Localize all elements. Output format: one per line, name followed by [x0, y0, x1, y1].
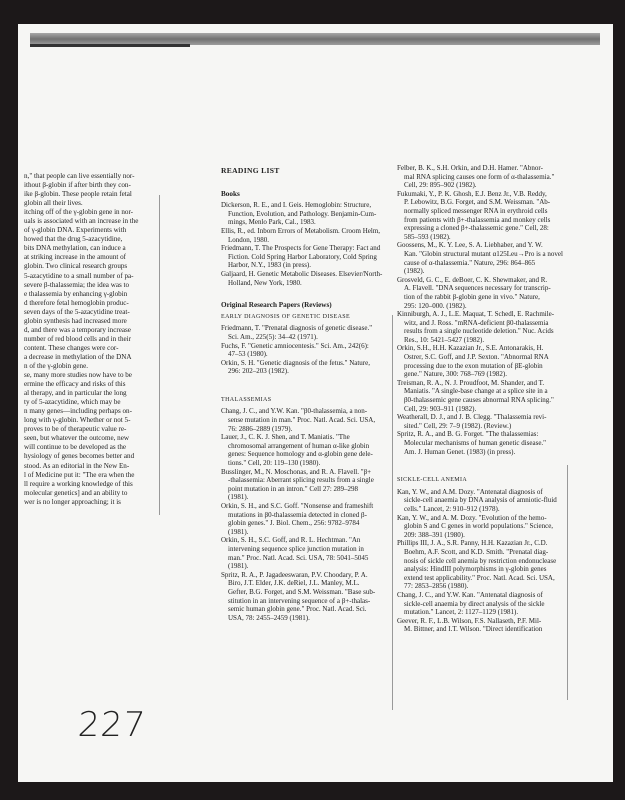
text-line: Treisman, R. A., N. J. Proudfoot, M. Shander, and T.: [397, 378, 545, 387]
text-line: genes: Sequence homology and α-globin gene dele-: [228, 450, 373, 459]
text-line: globin genes." J. Biol. Chem., 256: 9782–9784: [228, 519, 360, 528]
text-line: (1981).: [228, 493, 249, 502]
text-line: 76: 2886–2889 (1979).: [228, 424, 293, 433]
text-line: number of red blood cells and in their: [24, 334, 131, 343]
text-line: Weatherall, D. J., and J. B. Clegg. "Thalassemia revi-: [397, 413, 547, 422]
text-line: Sci. Am., 225(5): 34–42 (1971).: [228, 332, 318, 341]
text-line: globin S and C genes in world populations." Science,: [404, 522, 554, 531]
reference-entry: [397, 241, 565, 275]
thalassemias-heading: THALASSEMIAS: [221, 396, 272, 403]
text-line: wer is no longer approaching; it is: [24, 497, 121, 506]
reference-entry: [397, 488, 565, 514]
reference-entry: [221, 433, 389, 467]
text-line: Function, Evolution, and Pathology. Benjamin-Cum-: [228, 209, 377, 218]
text-line: Spritz, R. A., P. Jagadeeswaran, P.V. Choodary, P. A.: [221, 570, 368, 579]
text-line: at striking increase in the amount of: [24, 253, 127, 262]
text-line: ike β-globin. These people retain fetal: [24, 190, 132, 199]
scan-background: [0, 0, 18, 800]
text-line: Am. J. Human Genet. (1983) (in press).: [404, 447, 516, 456]
reference-entry: [397, 379, 565, 413]
reading-list-column-1: [221, 167, 389, 622]
text-line: Orkin, S.H., H.H. Kazazian Jr., S.E. Antonarakis, H.: [397, 344, 544, 353]
text-line: ty of 5-azacytidine, which may be: [24, 398, 121, 407]
text-line: -thalassemia: Aberrant splicing results from a single: [228, 476, 374, 485]
reference-entry: [221, 468, 389, 502]
reference-entry: [221, 359, 389, 376]
text-line: Kan, Y. W., and A.M. Dozy. "Antenatal diagnosis of: [397, 487, 543, 496]
reference-entry: [397, 539, 565, 591]
text-line: Kan, Y. W., and A. M. Dozy. "Evolution of the hemo-: [397, 513, 547, 522]
body-text-column: [24, 172, 156, 507]
text-line: tion of the rabbit β-globin gene in vivo." Nature,: [404, 292, 540, 301]
text-line: seen, but whatever the outcome, new: [24, 434, 129, 443]
text-line: stood. As an editorial in the New En-: [24, 461, 130, 470]
reading-list-column-2: [397, 164, 565, 634]
text-line: (1982).: [404, 267, 425, 276]
text-line: extend test applicability." Proc. Natl. Acad. Sci. USA,: [404, 573, 555, 582]
text-line: Geever, R. F., L.B. Wilson, F.S. Nallaseth, P.F. Mil-: [397, 616, 542, 625]
reference-entry: [397, 591, 565, 617]
text-line: bits DNA methylation, can induce a: [24, 244, 126, 253]
reading-list-title: READING LIST: [221, 166, 280, 175]
text-line: M. Bittner, and I.T. Wilson. "Direct identification: [404, 625, 543, 634]
text-line: ll require a working knowledge of this: [24, 479, 133, 488]
text-line: e thalassemia by enhancing γ-globin: [24, 289, 128, 298]
text-line: l of Medicine put it: "The era when the: [24, 470, 135, 479]
reference-entry: [397, 617, 565, 634]
text-line: Boehm, A.F. Scott, and K.D. Smith. "Prenatal diag-: [404, 547, 549, 556]
text-line: globin. Two clinical research groups: [24, 262, 128, 271]
text-line: Grosveld, G. C., E. deBoer, C. K. Shewmaker, and R.: [397, 275, 548, 284]
text-line: 77: 2853–2856 (1980).: [404, 582, 469, 591]
text-line: Spritz, R. A., and B. G. Forget. "The thalassemias:: [397, 430, 539, 439]
text-line: USA, 78: 2455–2459 (1981).: [228, 613, 310, 622]
handwritten-page-number: 227: [76, 705, 148, 745]
text-line: Friedmann, T. "Prenatal diagnosis of genetic disease.": [221, 324, 373, 333]
text-line: Felber, B. K., S.H. Orkin, and D.H. Hamer. "Abnor-: [397, 164, 543, 172]
sickle-cell-heading: SICKLE-CELL ANEMIA: [397, 477, 468, 484]
text-line: ithout β-globin if after birth they con-: [24, 181, 131, 190]
text-line: content. These changes were cor-: [24, 343, 119, 352]
text-line: proves to be of therapeutic value re-: [24, 425, 127, 434]
text-line: P. Lebowitz, B.G. Forget, and S.M. Weissman. "Ab-: [404, 198, 551, 207]
text-line: intervening sequence splice junction mutation in: [228, 544, 364, 553]
reference-entry: [221, 536, 389, 570]
text-line: gene." Nature, 300: 768–769 (1982).: [404, 370, 507, 379]
text-line: Ellis, R., ed. Inborn Errors of Metabolism. Croom Helm,: [221, 226, 381, 235]
text-line: cells." Lancet, 2: 910–912 (1978).: [404, 504, 500, 513]
reference-entry: [397, 344, 565, 378]
text-line: Chang, J. C., and Y.W. Kan. "β0-thalassemia, a non-: [221, 407, 368, 416]
reference-entry: [221, 270, 389, 287]
text-line: mings, Menlo Park, Cal., 1983.: [228, 218, 316, 227]
reference-entry: [397, 164, 565, 190]
text-line: ermine the efficacy and risks of this: [24, 380, 126, 389]
text-line: Cell, 29: 895–902 (1982).: [404, 181, 477, 190]
text-line: tions." Cell, 20: 119–130 (1980).: [228, 459, 321, 468]
paste-edge-line: [159, 195, 160, 515]
text-line: Goossens, M., K. Y. Lee, S. A. Liebhaber, and Y. W.: [397, 241, 543, 250]
text-line: of γ-globin DNA. Experiments with: [24, 226, 127, 235]
text-line: Holland, New York, 1980.: [228, 278, 302, 287]
text-line: sited." Cell, 29: 7–9 (1982). (Review.): [404, 421, 512, 430]
reference-entry: [221, 342, 389, 359]
text-line: expressing a cloned β+-thalassemic gene." Cell, 28:: [404, 224, 549, 233]
reference-entry: [397, 430, 565, 456]
books-heading: Books: [221, 189, 240, 198]
text-line: Dickerson, R. E., and I. Geis. Hemoglobin: Structure,: [221, 201, 372, 210]
reference-entry: [221, 324, 389, 341]
text-line: β0-thalassemic gene causes abnormal RNA splicing.": [404, 396, 554, 405]
text-line: d, and there was a temporary increase: [24, 325, 131, 334]
text-line: Res., 10: 5421–5427 (1982).: [404, 335, 485, 344]
text-line: severe β-thalassemia; the idea was to: [24, 280, 130, 289]
text-line: d therefore fetal hemoglobin produc-: [24, 298, 129, 307]
text-line: n many genes—including perhaps on-: [24, 407, 132, 416]
text-line: stitution in an intervening sequence of a β+-thalas-: [228, 596, 371, 605]
text-line: Molecular mechanisms of human genetic disease.": [404, 439, 547, 447]
scan-artifact-line: [30, 44, 190, 47]
paste-edge-line: [567, 465, 568, 700]
text-line: A. Flavell. "DNA sequences necessary for transcrip-: [404, 284, 551, 293]
text-line: 5-azacytidine to a small number of pa-: [24, 271, 134, 280]
text-line: sense mutation in man." Proc. Natl. Acad. Sci. USA,: [228, 416, 376, 425]
text-line: (1981).: [228, 562, 249, 571]
reference-entry: [397, 310, 565, 344]
text-line: Kinniburgh, A. J., L.E. Maquat, T. Schedl, E. Rachmile-: [397, 310, 555, 319]
text-line: itching off of the γ-globin gene in nor-: [24, 208, 134, 217]
reference-entry: [221, 201, 389, 227]
text-line: 47–53 (1980).: [228, 350, 268, 359]
text-line: Biro, J.T. Elder, J.K. deRiel, J.L. Manley, M.L.: [228, 579, 360, 588]
text-line: hysiology of genes becomes better and: [24, 452, 135, 461]
paste-edge-line: [392, 315, 393, 710]
text-line: a decrease in methylation of the DNA: [24, 352, 132, 361]
text-line: Kan. "Globin structural mutant α125Leu→Pro is a novel: [404, 249, 563, 258]
text-line: mal RNA splicing causes one form of α-thalassemia.": [404, 172, 555, 181]
text-line: howed that the drug 5-azacytidine,: [24, 235, 123, 244]
text-line: Phillips III, J. A., S.R. Panny, H.H. Kazazian Jr., C.D.: [397, 539, 548, 548]
text-line: London, 1980.: [228, 235, 270, 244]
text-line: uals is associated with an increase in the: [24, 217, 139, 226]
text-line: 585–593 (1982).: [404, 232, 451, 241]
text-line: globin all their lives.: [24, 199, 83, 208]
text-line: Lauer, J., C. K. J. Shen, and T. Maniatis. "The: [221, 433, 350, 442]
text-line: Orkin, S. H. "Genetic diagnosis of the fetus." Nature,: [221, 358, 370, 367]
text-line: analysis: HindIII polymorphisms in γ-globin genes: [404, 565, 547, 574]
reference-entry: [397, 276, 565, 310]
reference-entry: [221, 571, 389, 623]
text-line: Cell, 29: 903–911 (1982).: [404, 404, 477, 413]
text-line: cause of α-thalassemia." Nature, 296: 864–865: [404, 258, 536, 267]
text-line: Fiction. Cold Spring Harbor Laboratory, Cold Spring: [228, 252, 377, 261]
text-line: Chang, J. C., and Y.W. Kan. "Antenatal diagnosis of: [397, 590, 543, 599]
text-line: Fukumaki, Y., P. K. Ghosh, E.J. Benz Jr., V.B. Reddy,: [397, 189, 547, 198]
text-line: 296: 202–203 (1982).: [228, 367, 289, 376]
text-line: Fuchs, F. "Genetic amniocentesis." Sci. Am., 242(6):: [221, 341, 369, 350]
text-line: mutation." Lancet, 2: 1127–1129 (1981).: [404, 608, 519, 617]
text-line: semic human globin gene." Proc. Natl. Acad. Sci.: [228, 605, 367, 614]
text-line: 209: 388–391 (1980).: [404, 530, 465, 539]
text-line: Orkin, S. H., S.C. Goff, and R. L. Hechtman. "An: [221, 536, 361, 545]
text-line: molecular genetics] and an ability to: [24, 488, 128, 497]
text-line: Busslinger, M., N. Moschonas, and R. A. Flavell. "β+: [221, 467, 372, 476]
papers-heading: Original Research Papers (Reviews): [221, 301, 332, 310]
text-line: processing due to the exon mutation of βE-globin: [404, 361, 543, 370]
text-line: results from a single nucleotide deletion." Nuc. Acids: [404, 327, 554, 336]
text-line: normally spliced messenger RNA in erythroid cells: [404, 206, 548, 215]
text-line: (1981).: [228, 527, 249, 536]
text-line: seven days of the 5-azacytidine treat-: [24, 307, 130, 316]
reference-entry: [221, 244, 389, 270]
reference-entry: [221, 227, 389, 244]
text-line: sickle-cell anaemia by DNA analysis of amniotic-fluid: [404, 496, 557, 505]
text-line: nosis of sickle cell anemia by restriction endonuclease: [404, 556, 557, 565]
reference-entry: [397, 190, 565, 242]
early-diagnosis-heading: EARLY DIAGNOSIS OF GENETIC DISEASE: [221, 313, 351, 320]
text-line: man." Proc. Natl. Acad. Sci. USA, 78: 5041–5045: [228, 553, 369, 562]
text-line: Maniatis. "A single-base change at a splice site in a: [404, 387, 548, 396]
reference-entry: [221, 407, 389, 433]
text-line: n of the γ-globin gene.: [24, 361, 89, 370]
text-line: from patients with β+-thalassemia and monkey cells: [404, 215, 551, 224]
reference-entry: [221, 502, 389, 536]
text-line: Orkin, S. H., and S.C. Goff. "Nonsense and frameshift: [221, 502, 374, 510]
text-line: globin synthesis had increased more: [24, 316, 127, 325]
text-line: point mutation in an intron." Cell 27: 289–298: [228, 484, 359, 493]
text-line: mutations in β0-thalassemia detected in cloned β-: [228, 510, 367, 519]
text-line: sickle-cell anaemia by direct analysis of the sickle: [404, 599, 545, 608]
text-line: long with γ-globin. Whether or not 5-: [24, 416, 131, 425]
text-line: al therapy, and in particular the long: [24, 389, 127, 398]
text-line: chromosomal arrangement of human α-like globin: [228, 441, 370, 450]
text-line: n," that people can live essentially nor-: [24, 172, 135, 180]
text-line: se, many more studies now have to be: [24, 371, 132, 380]
text-line: witz, and J. Ross. "mRNA-deficient β0-thalassemia: [404, 318, 549, 327]
reference-entry: [397, 413, 565, 430]
text-line: will continue to be developed as the: [24, 443, 127, 452]
text-line: Ostrer, S.C. Goff, and J.P. Sexton. "Abnormal RNA: [404, 353, 549, 362]
text-line: 295: 120–000. (1982).: [404, 301, 467, 310]
reference-entry: [397, 514, 565, 540]
text-line: Galjaard, H. Genetic Metabolic Diseases. Elsevier/North-: [221, 269, 383, 278]
text-line: Friedmann, T. The Prospects for Gene Therapy: Fact and: [221, 244, 381, 253]
text-line: Harbor, N.Y., 1983 (in press).: [228, 261, 311, 270]
text-line: Gefter, B.G. Forget, and S.M. Weissman. "Base sub-: [228, 587, 376, 596]
